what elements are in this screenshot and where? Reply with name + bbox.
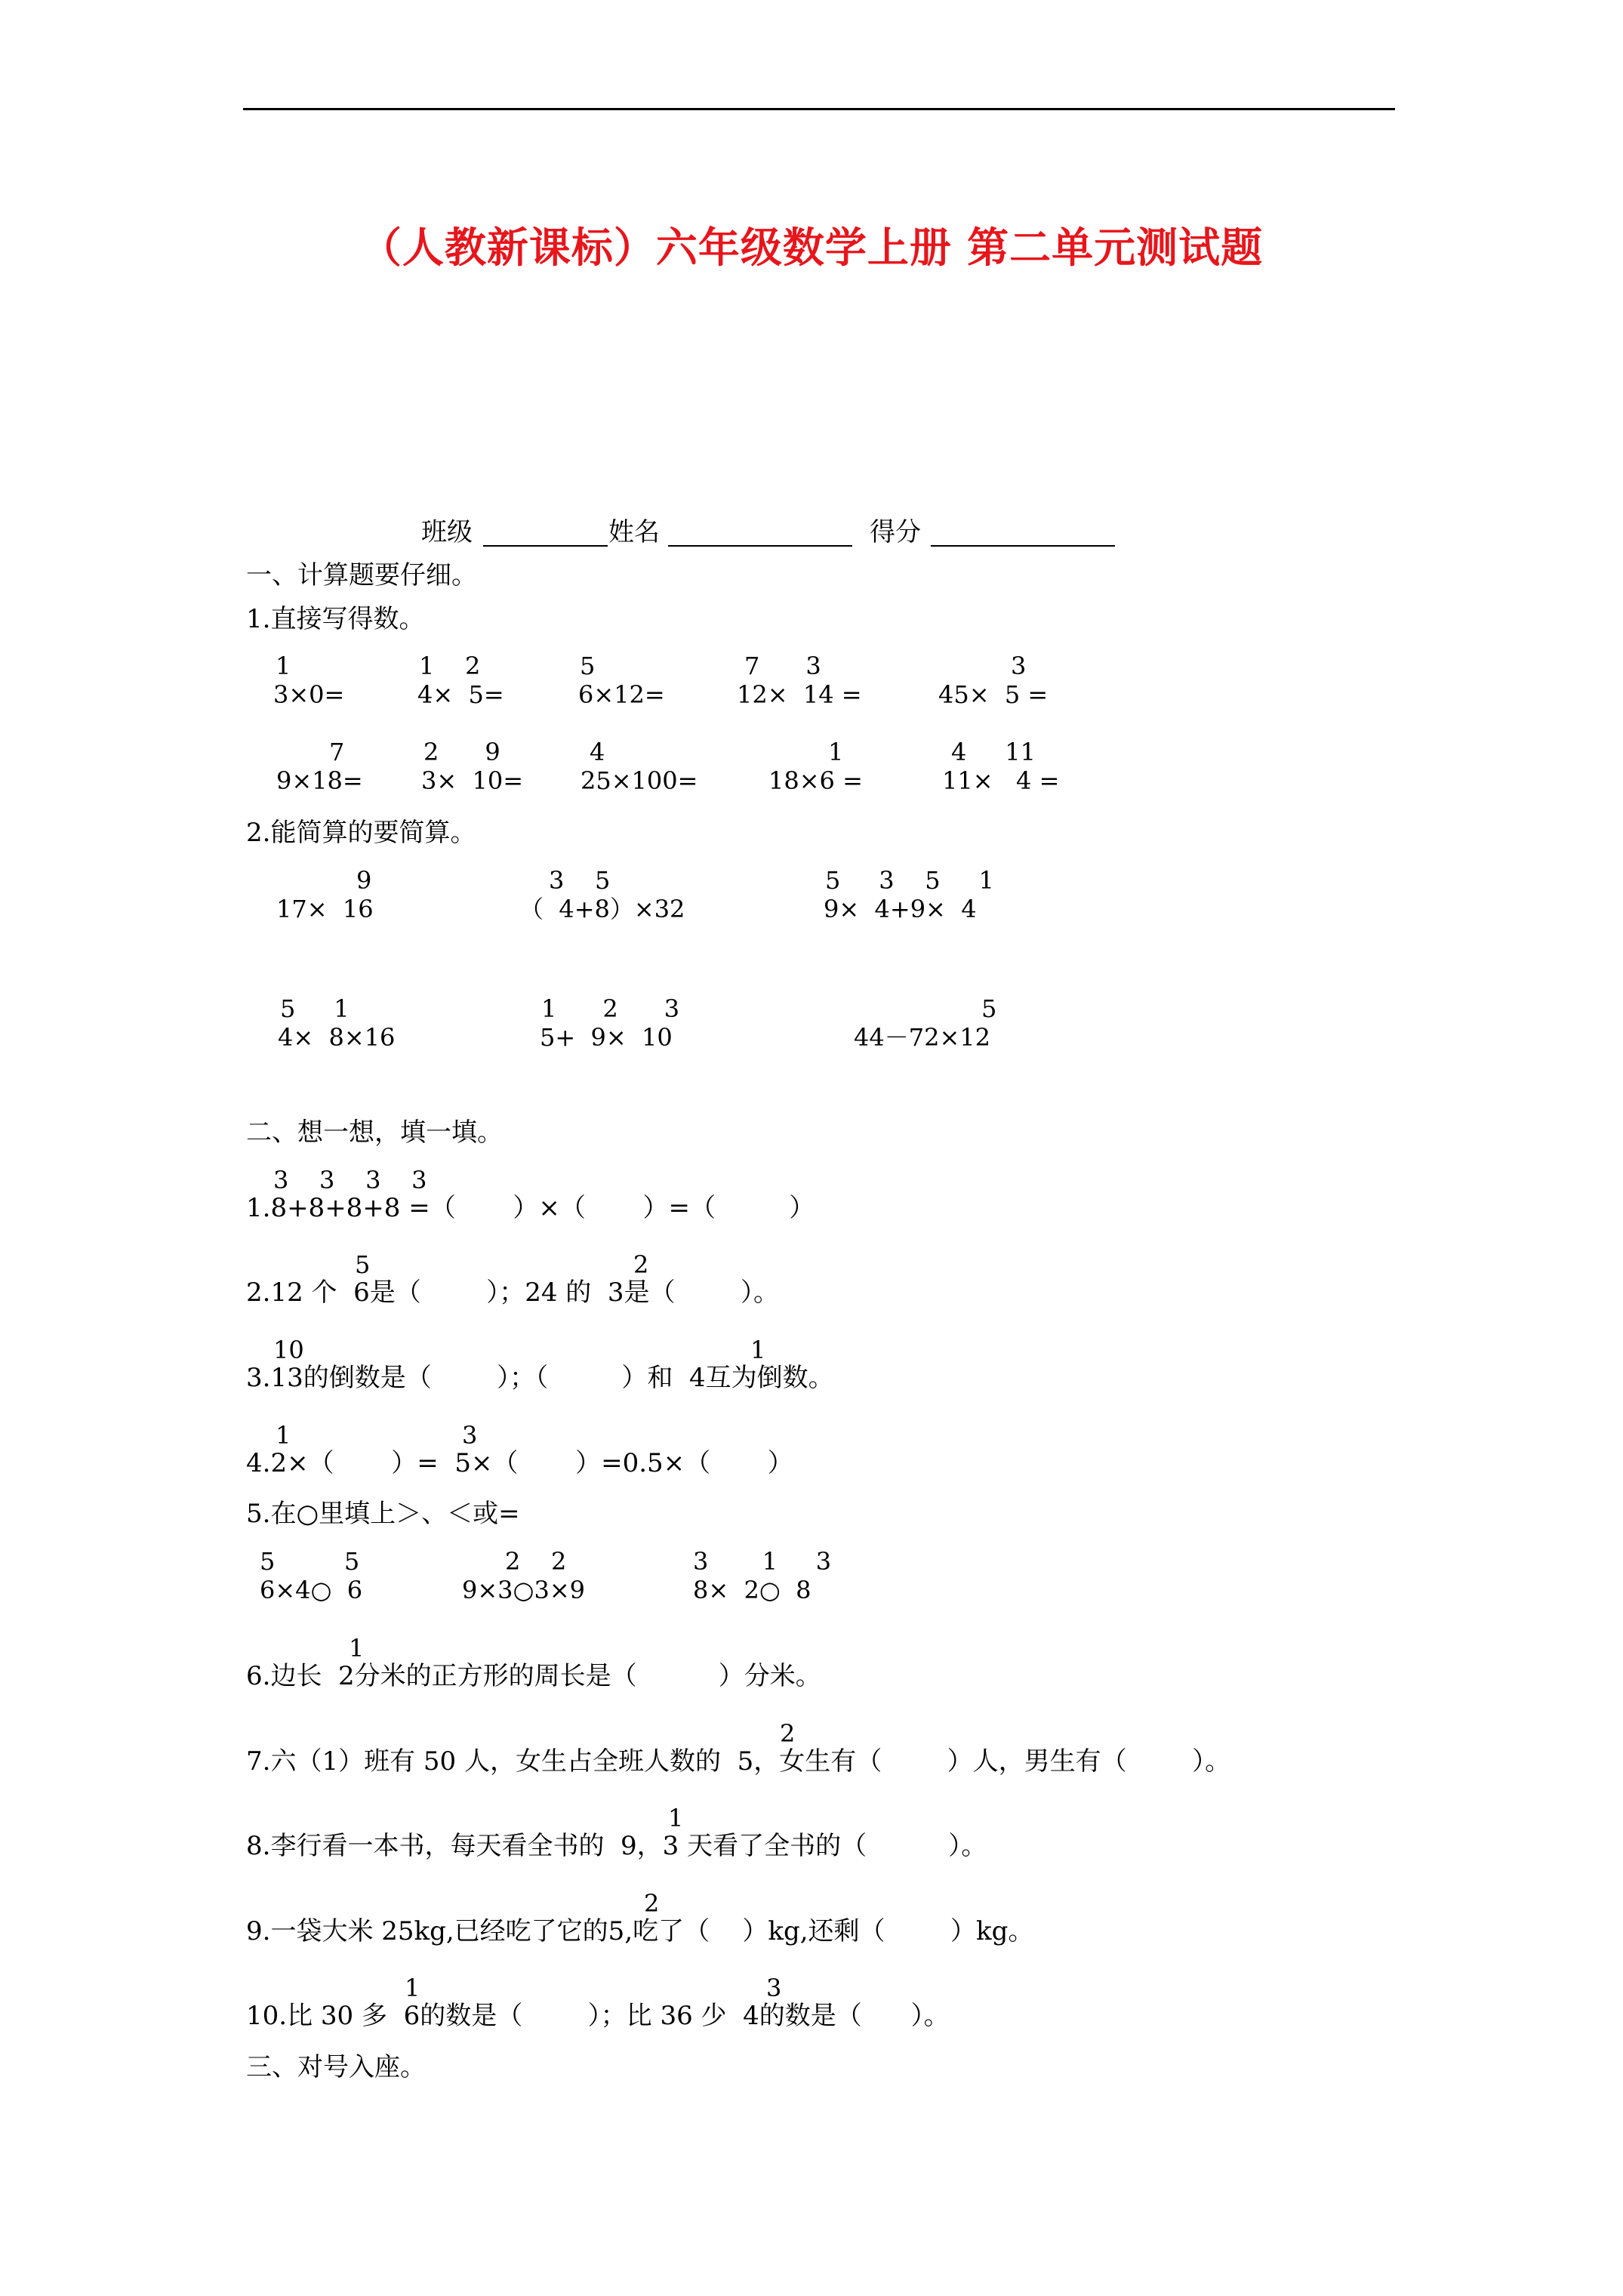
- q1-r2-c4-num: 1: [828, 738, 844, 766]
- s2-item9-num: 2: [644, 1889, 660, 1918]
- q1-r2-c3-num: 4: [590, 738, 605, 766]
- q1-r1-c2-expr: 4× 5=: [417, 680, 504, 709]
- section3-heading: 三、对号入座。: [246, 2052, 426, 2082]
- section2-heading: 二、想一想，填一填。: [246, 1117, 503, 1148]
- q2-label: 2.能简算的要简算。: [246, 818, 476, 848]
- q2-r2-c3-expr: 44－72×12: [854, 1023, 990, 1052]
- class-label: 班级: [421, 517, 473, 547]
- q1-r2-c2-num: 2 9: [423, 738, 500, 766]
- q1-r1-c1-num: 1: [276, 652, 291, 680]
- q1-r2-c5-expr: 11× 4 =: [942, 766, 1060, 795]
- s2-item10-num-b: 3: [766, 1974, 782, 2002]
- page-title: （人教新课标）六年级数学上册 第二单元测试题: [359, 223, 1264, 272]
- s2-item4-num-b: 3: [462, 1421, 478, 1450]
- q1-r1-c2-num: 1 2: [419, 652, 481, 680]
- s2-item7-text: 7.六（1）班有 50 人，女生占全班人数的 5，女生有（ ）人，男生有（ ）。: [246, 1746, 1231, 1777]
- q2-r2-c3-num: 5: [981, 994, 997, 1023]
- q1-r1-c5-expr: 45× 5 =: [938, 680, 1049, 709]
- q1-r2-c2-expr: 3× 10=: [421, 766, 524, 795]
- s2-item1-nums: 3 3 3 3: [273, 1166, 427, 1194]
- s2-item5-a-nums: 5 5: [260, 1547, 360, 1576]
- s2-item8-num: 1: [668, 1804, 684, 1832]
- q1-r2-c4-expr: 18×6 =: [768, 766, 863, 795]
- q2-r1-c1-num: 9: [356, 866, 372, 895]
- q1-r2-c1-expr: 9×18=: [276, 766, 363, 795]
- q1-r1-c3-expr: 6×12=: [578, 680, 665, 709]
- q2-r1-c3-expr: 9× 4+9× 4: [824, 895, 977, 923]
- s2-item3-text: 3.13的倒数是（ ）；（ ）和 4互为倒数。: [246, 1363, 834, 1393]
- q1-r2-c1-num: 7: [329, 738, 345, 766]
- q1-r1-c3-num: 5: [580, 652, 596, 680]
- s2-item2-text: 2.12 个 6是（ ）；24 的 3是（ ）。: [246, 1277, 779, 1308]
- q2-r2-c2-expr: 5+ 9× 10: [540, 1023, 673, 1052]
- score-label: 得分: [870, 517, 921, 547]
- q1-r1-c4-num: 7 3: [744, 652, 821, 680]
- s2-item5-b-expr: 9×3○3×9: [462, 1576, 585, 1604]
- s2-item5-text: 5.在○里填上＞、＜或=: [246, 1499, 520, 1529]
- s2-item2-num-b: 2: [633, 1250, 649, 1279]
- s2-item3-num-a: 10: [273, 1336, 304, 1364]
- s2-item5-c-expr: 8× 2○ 8: [693, 1576, 812, 1604]
- s2-item5-c-nums: 3 1 3: [693, 1547, 832, 1576]
- q2-r2-c1-expr: 4× 8×16: [278, 1023, 396, 1052]
- s2-item3-num-b: 1: [750, 1336, 766, 1364]
- q1-r2-c5-num: 4 11: [951, 738, 1036, 766]
- s2-item4-text: 4.2×（ ）= 5×（ ）=0.5×（ ）: [246, 1448, 793, 1478]
- s2-item4-num-a: 1: [276, 1421, 291, 1450]
- s2-item6-text: 6.边长 2分米的正方形的周长是（ ）分米。: [246, 1661, 821, 1691]
- s2-item9-text: 9.一袋大米 25kg,已经吃了它的5,吃了（ ）kg,还剩（ ）kg。: [246, 1916, 1034, 1946]
- s2-item5-b-nums: 2 2: [505, 1547, 567, 1576]
- s2-item6-num: 1: [349, 1634, 365, 1663]
- q2-r1-c1-expr: 17× 16: [276, 895, 374, 923]
- s2-item7-num: 2: [780, 1719, 796, 1748]
- q2-r1-c2-num: 3 5: [549, 866, 611, 895]
- s2-item10-text: 10.比 30 多 6的数是（ ）；比 36 少 4的数是（ ）。: [246, 2001, 950, 2031]
- s2-item5-a-expr: 6×4○ 6: [260, 1576, 363, 1604]
- q2-r2-c2-num: 1 2 3: [541, 994, 680, 1023]
- q1-r2-c3-expr: 25×100=: [581, 766, 698, 795]
- s2-item8-text: 8.李行看一本书，每天看全书的 9，3 天看了全书的（ ）。: [246, 1831, 987, 1861]
- s2-item2-num-a: 5: [355, 1250, 371, 1279]
- s2-item10-num-a: 1: [405, 1974, 420, 2002]
- name-label: 姓名: [608, 517, 660, 547]
- class-blank[interactable]: [483, 521, 608, 547]
- top-rule: [243, 108, 1395, 110]
- score-blank[interactable]: [931, 521, 1115, 547]
- q1-r1-c1-expr: 3×0=: [273, 680, 345, 709]
- q1-r1-c5-num: 3: [1011, 652, 1027, 680]
- q2-r2-c1-num: 5 1: [280, 994, 350, 1023]
- section1-heading: 一、计算题要仔细。: [246, 560, 477, 590]
- q1-label: 1.直接写得数。: [246, 604, 425, 634]
- q1-r1-c4-expr: 12× 14 =: [737, 680, 862, 709]
- s2-item1-text: 1.8+8+8+8 =（ ）×（ ）=（ ）: [246, 1193, 815, 1223]
- name-blank[interactable]: [668, 521, 852, 547]
- q2-r1-c2-expr: （ 4+8）×32: [519, 895, 685, 923]
- q2-r1-c3-num: 5 3 5 1: [825, 866, 994, 895]
